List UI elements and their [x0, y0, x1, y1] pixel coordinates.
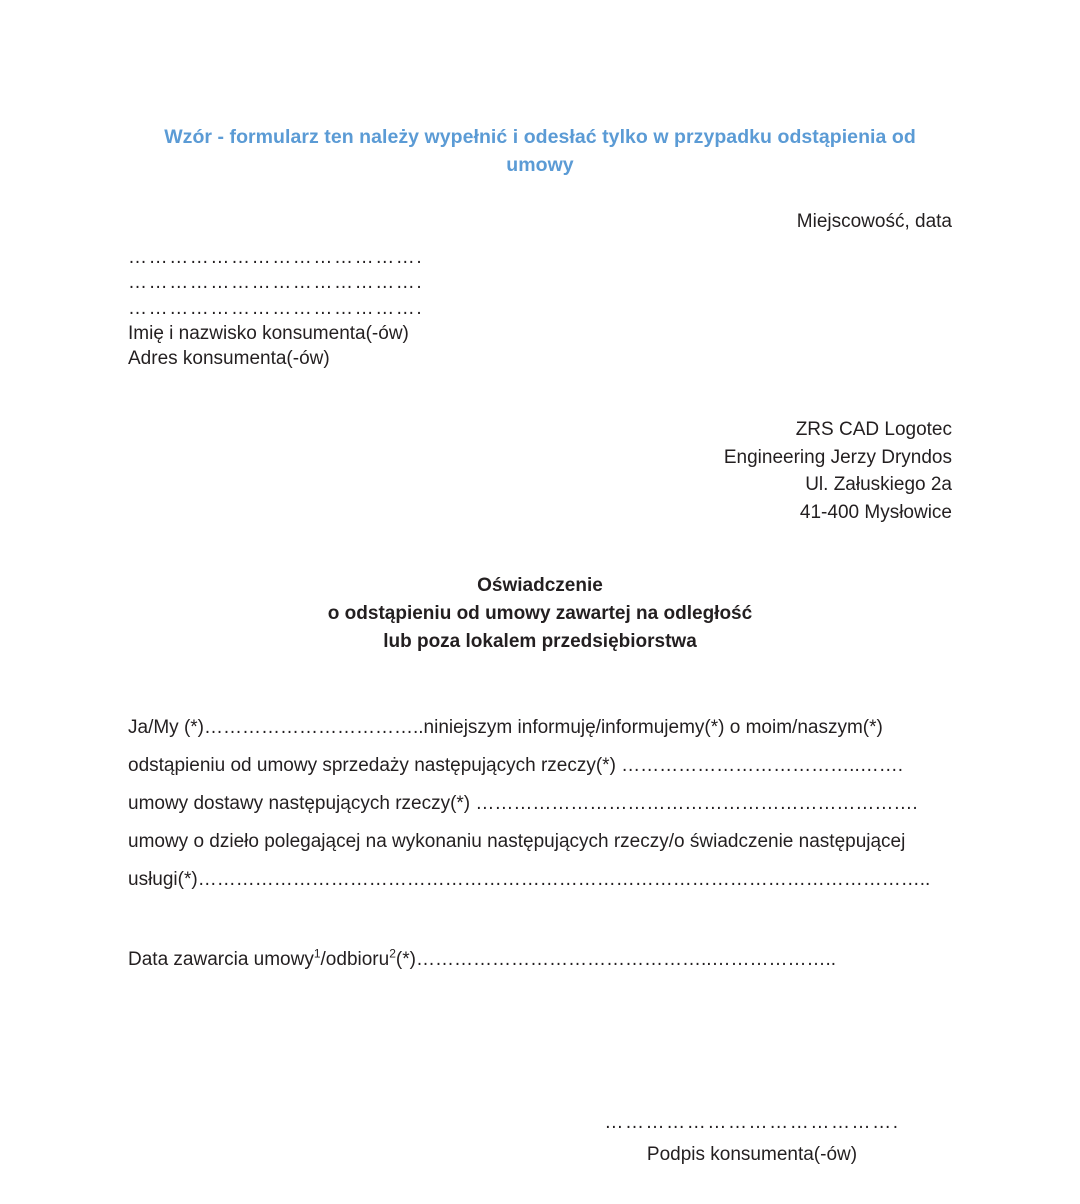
- consumer-dot-line-3: …………………………………….: [128, 297, 424, 319]
- declaration-title-line-3: lub poza lokalem przedsiębiorstwa: [383, 630, 697, 652]
- company-name-line-2: Engineering Jerzy Dryndos: [723, 446, 952, 468]
- consumer-address-label: Adres konsumenta(-ów): [128, 348, 330, 370]
- company-name-line-1: ZRS CAD Logotec: [795, 419, 952, 441]
- signature-block: [552, 1112, 952, 1166]
- page-title: Wzór - formularz ten należy wypełnić i odesłać tylko w przypadku odstąpienia od umowy: [164, 126, 916, 176]
- company-address-block: [128, 416, 952, 526]
- signature-label: Podpis konsumenta(-ów): [646, 1144, 858, 1165]
- consumer-details-block: [128, 245, 952, 372]
- body-line-2: odstąpieniu od umowy sprzedaży następujących rzeczy(*) ………………………………..…….: [128, 755, 904, 777]
- body-line-1: Ja/My (*)……………………………..niniejszym informuję/informujemy(*) o moim/naszym(*): [128, 717, 883, 739]
- contract-date-prefix: Data zawarcia umowy: [128, 949, 314, 971]
- document-page: [0, 124, 1080, 1204]
- consumer-name-label: Imię i nazwisko konsumenta(-ów): [128, 322, 409, 344]
- contract-date-suffix: (*)………………………………………..………………..: [395, 949, 837, 971]
- declaration-title-block: [128, 572, 952, 655]
- consumer-dot-line-1: …………………………………….: [128, 247, 424, 269]
- body-line-3: umowy dostawy następujących rzeczy(*) …………………………………………………………….: [128, 793, 918, 815]
- company-city: 41-400 Mysłowice: [799, 501, 952, 523]
- contract-date-line: [128, 941, 952, 979]
- footnote-marker-2: 2: [389, 946, 396, 961]
- consumer-dot-line-2: …………………………………….: [128, 272, 424, 294]
- body-line-5: usługi(*)……………………………………………………………………………………………………..: [128, 869, 931, 891]
- company-street: Ul. Załuskiego 2a: [805, 474, 952, 496]
- declaration-title-line-1: Oświadczenie: [477, 575, 603, 597]
- declaration-body: [128, 709, 952, 979]
- signature-dot-line: …………………………………….: [604, 1112, 900, 1133]
- footnote-marker-1: 1: [313, 946, 321, 961]
- place-date-label: Miejscowość, data: [796, 211, 952, 233]
- contract-date-mid: /odbioru: [320, 949, 390, 971]
- body-line-4: umowy o dzieło polegającej na wykonaniu następujących rzeczy/o świadczenie następującej: [128, 831, 906, 853]
- declaration-title-line-2: o odstąpieniu od umowy zawartej na odległość: [327, 603, 753, 624]
